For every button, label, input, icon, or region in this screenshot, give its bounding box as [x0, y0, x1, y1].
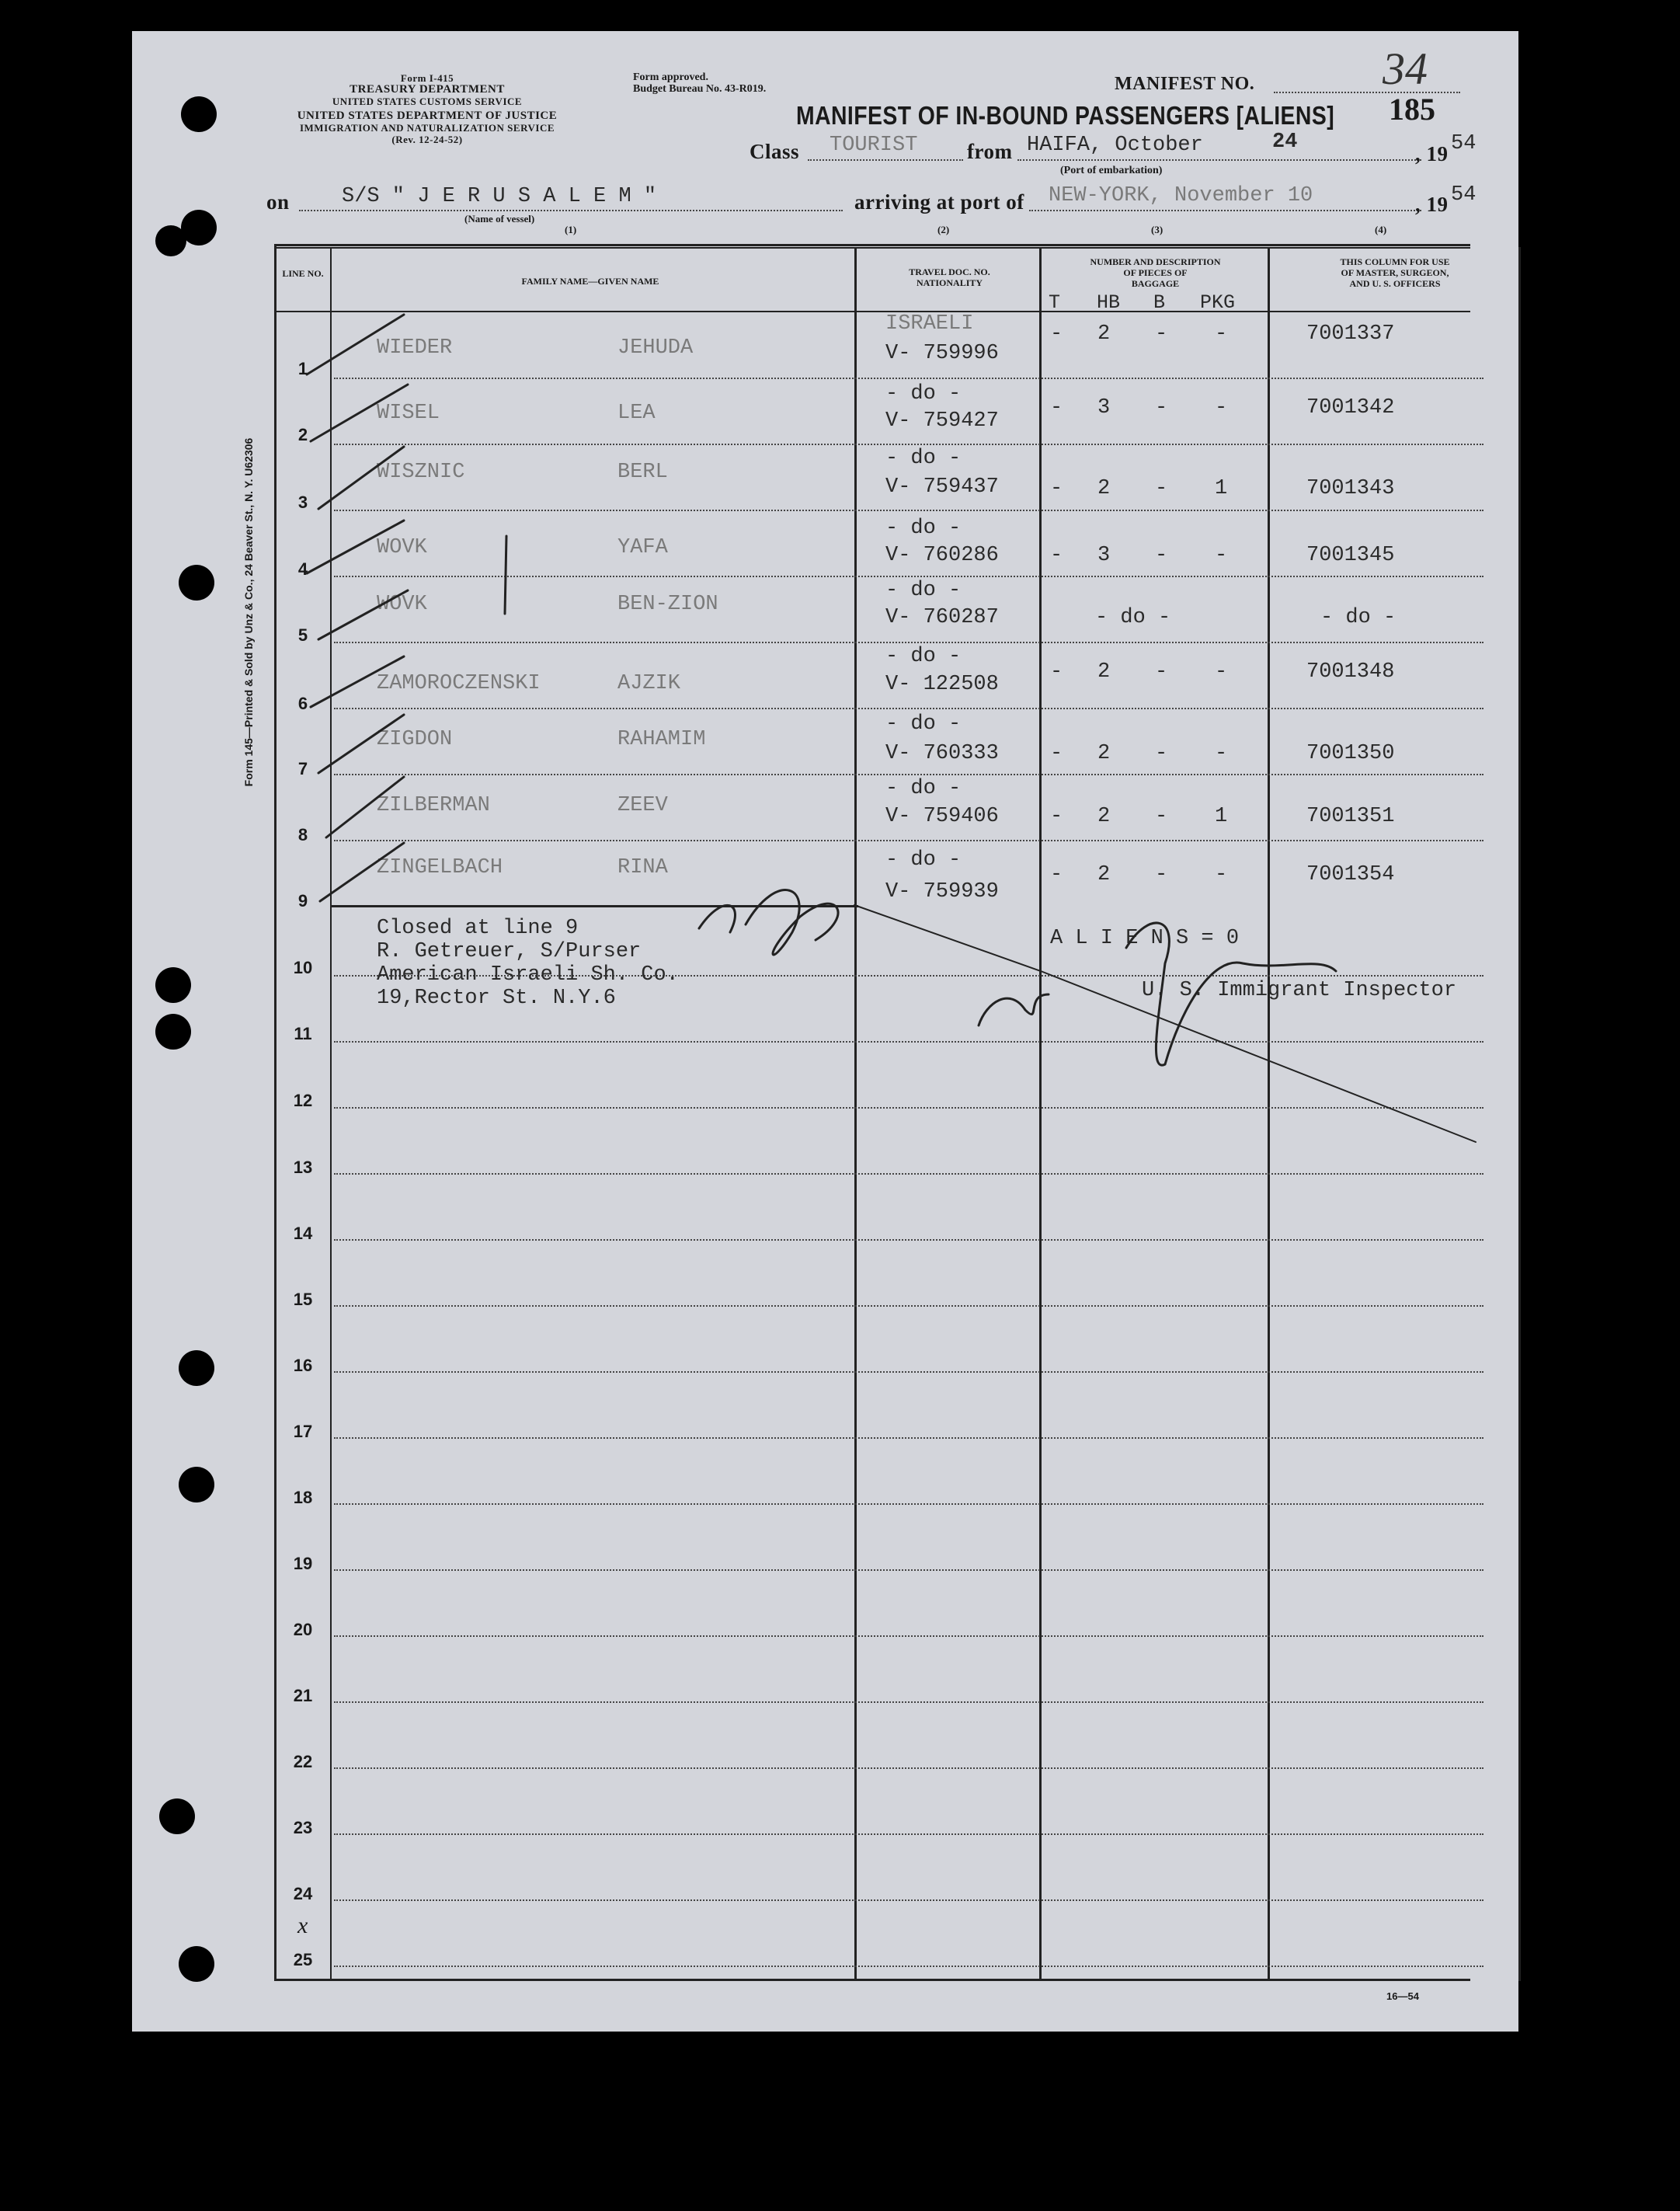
- col-baggage-line2: OF PIECES OF: [1123, 267, 1188, 278]
- bag-pkg-value: -: [1215, 544, 1228, 567]
- bag-pkg: PKG: [1200, 291, 1236, 314]
- treasury-dept: TREASURY DEPARTMENT: [350, 83, 505, 96]
- nationality: - do -: [885, 579, 962, 602]
- port-embarkation-caption: (Port of embarkation): [1060, 165, 1163, 176]
- justice-dept: UNITED STATES DEPARTMENT OF JUSTICE: [297, 110, 558, 122]
- closed-at-line: Closed at line 9: [377, 917, 579, 940]
- bag-b-value: -: [1155, 477, 1168, 500]
- line-number: 15: [293, 1290, 313, 1309]
- line-number: 19: [293, 1554, 313, 1573]
- nationality: - do -: [885, 848, 962, 872]
- officer-number: 7001351: [1306, 805, 1395, 828]
- caption-2: (2): [937, 224, 950, 235]
- col-officers-line1: THIS COLUMN FOR USE: [1340, 256, 1450, 267]
- nationality: - do -: [885, 712, 962, 736]
- manifest-no-label: MANIFEST NO.: [1115, 74, 1255, 94]
- arriving-label: arriving at port of: [854, 190, 1024, 214]
- inspector-signature: [1126, 923, 1336, 1065]
- col-officers-line3: AND U. S. OFFICERS: [1349, 278, 1441, 289]
- class-label: Class: [750, 140, 800, 163]
- given-name: YAFA: [617, 536, 668, 559]
- officer-ditto: - do -: [1320, 606, 1397, 629]
- revision: (Rev. 12-24-52): [391, 134, 463, 145]
- family-name: WISEL: [377, 402, 440, 425]
- bag-t-value: -: [1050, 477, 1063, 500]
- col-baggage-line3: BAGGAGE: [1131, 278, 1180, 289]
- line-number: 25: [293, 1950, 313, 1969]
- line-number: 9: [297, 891, 308, 911]
- bag-t-value: -: [1050, 322, 1063, 346]
- check-mark: [320, 843, 404, 901]
- check-mark: [318, 447, 404, 509]
- given-name: LEA: [617, 402, 656, 425]
- bag-b-value: -: [1155, 660, 1168, 684]
- check-mark: [326, 777, 404, 837]
- purser-name: R. Getreuer, S/Purser: [377, 940, 642, 963]
- officer-number: 7001348: [1306, 660, 1395, 684]
- line-number: 5: [297, 625, 308, 645]
- given-name: RINA: [617, 856, 668, 879]
- baggage-ditto: - do -: [1095, 606, 1171, 629]
- family-name: WISZNIC: [377, 461, 465, 484]
- officer-number: 7001343: [1306, 477, 1395, 500]
- line-number: 17: [293, 1422, 313, 1441]
- bag-hb-value: 2: [1097, 322, 1111, 346]
- officer-number: 7001350: [1306, 742, 1395, 765]
- check-mark: [311, 656, 404, 707]
- vessel-caption: (Name of vessel): [464, 213, 535, 225]
- bag-t-value: -: [1050, 863, 1063, 886]
- ins-service: IMMIGRATION AND NATURALIZATION SERVICE: [299, 122, 555, 134]
- line-number: 6: [297, 694, 308, 713]
- bag-t-value: -: [1050, 396, 1063, 420]
- shipping-company: American Israeli Sh. Co.: [377, 963, 679, 987]
- from-value: HAIFA, October: [1027, 134, 1203, 157]
- family-name: WOVK: [377, 536, 427, 559]
- line-number: 1: [297, 359, 308, 378]
- from-year-prefix: , 19: [1415, 142, 1449, 165]
- form-approved: Form approved.: [633, 71, 708, 83]
- nationality: ISRAELI: [885, 312, 974, 336]
- arrival-year-prefix: , 19: [1415, 193, 1449, 216]
- line-number: 20: [293, 1620, 313, 1639]
- check-mark: [307, 315, 404, 374]
- col-name-header: FAMILY NAME—GIVEN NAME: [521, 276, 659, 287]
- class-value: TOURIST: [830, 134, 918, 157]
- col-officers-line2: OF MASTER, SURGEON,: [1341, 267, 1449, 278]
- bag-t-value: -: [1050, 660, 1063, 684]
- family-name: ZIGDON: [377, 728, 453, 751]
- manifest-hand-number: 34: [1383, 44, 1428, 94]
- officer-number: 7001354: [1306, 863, 1395, 886]
- line-number: 8: [297, 825, 308, 844]
- bag-pkg-value: -: [1215, 396, 1228, 420]
- company-address: 19,Rector St. N.Y.6: [377, 987, 616, 1010]
- check-mark: [311, 385, 408, 441]
- bag-pkg-value: -: [1215, 660, 1228, 684]
- bag-hb-value: 2: [1097, 863, 1111, 886]
- budget-bureau: Budget Bureau No. 43-R019.: [633, 83, 767, 95]
- manifest-number: 185: [1389, 92, 1435, 127]
- bag-b-value: -: [1155, 396, 1168, 420]
- nationality: - do -: [885, 517, 962, 540]
- caption-1: (1): [565, 224, 577, 235]
- bag-t: T: [1049, 291, 1061, 314]
- line-number: 14: [293, 1224, 313, 1243]
- line-number: 16: [293, 1356, 313, 1375]
- aliens-count: A L I E N S = 0: [1050, 927, 1240, 950]
- bag-hb-value: 3: [1097, 396, 1111, 420]
- inspector-signature: [979, 994, 1049, 1025]
- inspector-title: U. S. Immigrant Inspector: [1142, 979, 1457, 1002]
- line-number: 2: [297, 425, 308, 444]
- travel-doc: V- 759427: [885, 409, 999, 433]
- bag-hb-value: 2: [1097, 660, 1111, 684]
- line-24-mark: x: [297, 1913, 308, 1938]
- line-number: 11: [294, 1024, 312, 1043]
- family-name: ZINGELBACH: [377, 856, 503, 879]
- bag-b-value: -: [1155, 544, 1168, 567]
- travel-doc: V- 759939: [885, 880, 999, 904]
- bag-hb: HB: [1097, 291, 1121, 314]
- from-label: from: [967, 140, 1013, 163]
- purser-signature: [699, 890, 838, 955]
- line-number: 12: [293, 1091, 313, 1110]
- line-number: 23: [293, 1818, 313, 1837]
- nationality: - do -: [885, 447, 962, 470]
- line-number: 13: [293, 1158, 313, 1177]
- line-number: 21: [293, 1686, 313, 1705]
- nationality: - do -: [885, 777, 962, 800]
- on-label: on: [266, 190, 290, 214]
- officer-number: 7001342: [1306, 396, 1395, 420]
- line-number: 7: [297, 759, 308, 778]
- family-name: WOVK: [377, 593, 427, 616]
- bag-pkg-value: -: [1215, 322, 1228, 346]
- line-number: 4: [297, 559, 308, 579]
- vessel-name: S/S " J E R U S A L E M ": [342, 185, 657, 208]
- form-number: Form I-415: [400, 72, 454, 84]
- col-doc-title: TRAVEL DOC. NO.: [909, 266, 990, 277]
- bag-b-value: -: [1155, 805, 1168, 828]
- col-nationality-title: NATIONALITY: [916, 277, 983, 288]
- check-mark: [318, 590, 408, 639]
- nationality: - do -: [885, 382, 962, 406]
- family-name: ZILBERMAN: [377, 794, 490, 817]
- caption-3: (3): [1151, 224, 1163, 235]
- bag-pkg-value: -: [1215, 742, 1228, 765]
- given-name: AJZIK: [617, 672, 681, 695]
- travel-doc: V- 759406: [885, 805, 999, 828]
- bag-hb-value: 2: [1097, 742, 1111, 765]
- line-number: 18: [293, 1488, 313, 1507]
- manifest-title: MANIFEST OF IN-BOUND PASSENGERS [ALIENS]: [796, 101, 1335, 130]
- caption-4: (4): [1375, 224, 1387, 235]
- travel-doc: V- 760333: [885, 742, 999, 765]
- family-name: ZAMOROCZENSKI: [377, 672, 541, 695]
- given-name: RAHAMIM: [617, 728, 706, 751]
- given-name: BEN-ZION: [617, 593, 718, 616]
- check-mark: [307, 521, 404, 573]
- bag-pkg-value: -: [1215, 863, 1228, 886]
- officer-number: 7001345: [1306, 544, 1395, 567]
- printer-note: Form 145—Printed & Sold by Unz & Co., 24 Beaver St., N. Y. U62306: [242, 437, 255, 787]
- given-name: ZEEV: [617, 794, 668, 817]
- col-line-header: LINE NO.: [282, 268, 324, 279]
- from-year: 54: [1451, 132, 1477, 155]
- line-number: 10: [293, 958, 313, 977]
- line-number: 22: [293, 1752, 313, 1771]
- line-number: 3: [297, 493, 308, 512]
- travel-doc: V- 122508: [885, 673, 999, 696]
- bag-b-value: -: [1155, 742, 1168, 765]
- family-name: WIEDER: [377, 336, 453, 360]
- arrival-port: NEW-YORK, November 10: [1049, 184, 1313, 207]
- bag-t-value: -: [1050, 544, 1063, 567]
- bag-hb-value: 2: [1097, 805, 1111, 828]
- bracket-stroke: [505, 536, 506, 614]
- arrival-year: 54: [1451, 183, 1477, 207]
- travel-doc: V- 759996: [885, 342, 999, 365]
- travel-doc: V- 760286: [885, 544, 999, 567]
- bag-t-value: -: [1050, 805, 1063, 828]
- bag-pkg-value: 1: [1215, 477, 1228, 500]
- bag-hb-value: 2: [1097, 477, 1111, 500]
- from-day: 24: [1272, 131, 1298, 154]
- line-number: 24: [293, 1884, 313, 1903]
- bag-b-value: -: [1155, 863, 1168, 886]
- officer-number: 7001337: [1306, 322, 1395, 346]
- footer-code: 16—54: [1386, 1990, 1419, 2002]
- bag-hb-value: 3: [1097, 544, 1111, 567]
- bag-pkg-value: 1: [1215, 805, 1228, 828]
- bag-t-value: -: [1050, 742, 1063, 765]
- col-baggage-line1: NUMBER AND DESCRIPTION: [1090, 256, 1221, 267]
- given-name: BERL: [617, 461, 668, 484]
- bag-b-value: -: [1155, 322, 1168, 346]
- nationality: - do -: [885, 645, 962, 668]
- travel-doc: V- 759437: [885, 475, 999, 499]
- customs-service: UNITED STATES CUSTOMS SERVICE: [332, 96, 523, 107]
- given-name: JEHUDA: [617, 336, 694, 360]
- travel-doc: V- 760287: [885, 606, 999, 629]
- cancel-line: [854, 905, 1476, 1142]
- check-mark: [318, 715, 404, 773]
- bag-b: B: [1153, 291, 1166, 314]
